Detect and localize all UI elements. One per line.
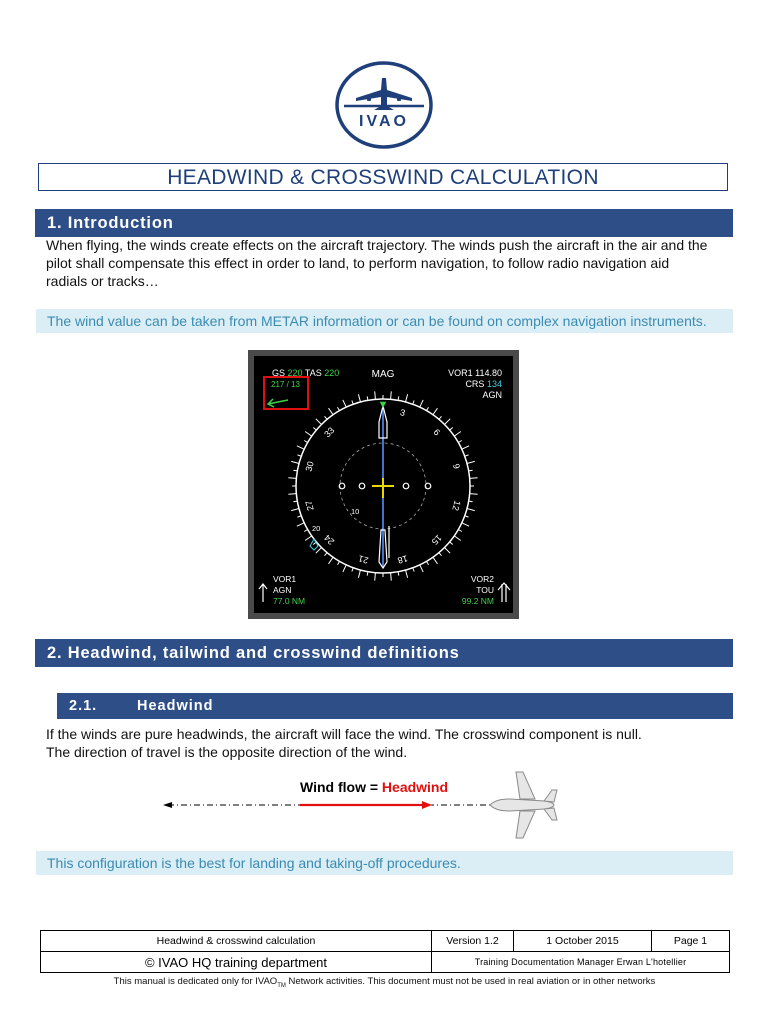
intro-paragraph (46, 236, 736, 290)
compass-tick (469, 470, 473, 471)
compass-tick (288, 494, 296, 495)
wind-flow-headwind: Headwind (381, 779, 449, 795)
vor1-bottom-label: VOR1 (273, 574, 297, 584)
footer (40, 930, 729, 973)
headwind-line-2: The direction of travel is the opposite direction of the wind. (46, 744, 408, 760)
note-wind-source: The wind value can be taken from METAR information or can be found on complex navigation instruments. (36, 309, 733, 333)
compass-tick (391, 573, 392, 581)
vor2-bottom-distance: 99.2 NM (461, 596, 494, 606)
compass-tick (398, 396, 399, 400)
headwind-paragraph (46, 725, 736, 761)
compass-heading-label: 27 (303, 499, 316, 512)
compass-heading-label: 12 (450, 499, 463, 512)
compass-heading-label: 24 (322, 532, 337, 547)
footer-copyright: © IVAO HQ training department (41, 952, 432, 973)
tas-value: 220 (324, 368, 340, 378)
disclaimer-tm: TM (277, 982, 286, 989)
headwind-line-1: If the winds are pure headwinds, the aircraft will face the wind. The crosswind component is null. (46, 726, 642, 742)
disclaimer-part-a: This manual is dedicated only for IVAO (113, 976, 278, 987)
headwind-diagram (150, 768, 570, 843)
compass-heading-label: 15 (429, 532, 444, 547)
compass-heading-label: 9 (450, 462, 462, 471)
vor1-id-top: AGN (482, 390, 502, 400)
svg-text:Wind flow = Headwind (300, 779, 448, 795)
compass-heading-label: 3 (398, 407, 407, 419)
headwind-arrowhead-icon (422, 801, 432, 809)
compass-heading-label: 18 (396, 553, 409, 566)
crs-value: 134 (486, 379, 502, 389)
compass-tick (293, 470, 297, 471)
footer-table (40, 930, 730, 973)
intro-line-3: radials or tracks… (46, 273, 159, 289)
wind-flow-label: Wind flow = (300, 779, 382, 795)
compass-tick (470, 478, 478, 479)
compass-tick (470, 494, 478, 495)
compass-tick (367, 572, 368, 576)
crs-label: CRS (465, 379, 485, 389)
subsection-heading-headwind (57, 693, 733, 719)
wind-value: 217 / 13 (271, 380, 300, 389)
mag-label: MAG (371, 369, 395, 380)
svg-text:CRS 134 (465, 379, 502, 389)
gs-label: GS (272, 368, 286, 378)
vor1-bottom-id: AGN (273, 585, 292, 595)
compass-tick (469, 501, 473, 502)
compass-heading-label: 30 (303, 460, 316, 473)
range-inner-label: 10 (351, 507, 360, 516)
section-heading-definitions: 2. Headwind, tailwind and crosswind definitions (35, 639, 733, 667)
gs-value: 220 (287, 368, 303, 378)
ivao-logo (334, 60, 434, 150)
compass-tick (293, 501, 297, 502)
wind-flow-arrowhead-icon (163, 802, 172, 808)
footer-version: Version 1.2 (432, 931, 514, 952)
navigation-display (248, 350, 519, 619)
compass-tick (367, 396, 368, 400)
compass-tick (375, 391, 376, 399)
footer-manager: Training Documentation Manager Erwan L'hotellier (432, 952, 730, 973)
footer-page: Page 1 (652, 931, 730, 952)
subsection-number: 2.1. (69, 698, 98, 714)
airplane-icon (490, 772, 557, 838)
vor2-bottom-id: TOU (476, 585, 494, 595)
footer-disclaimer (40, 976, 729, 989)
intro-line-2: pilot shall compensate this effect in order to land, to perform navigation, to follow radio navigation aid (46, 255, 670, 271)
logo-text: IVAO (359, 113, 409, 130)
footer-doc-name: Headwind & crosswind calculation (41, 931, 432, 952)
intro-line-1: When flying, the winds create effects on the aircraft trajectory. The winds push the aircraft in the air and the (46, 237, 708, 253)
vor1-freq: VOR1 114.80 (448, 368, 502, 378)
compass-tick (398, 572, 399, 576)
vor1-bottom-distance: 77.0 NM (273, 596, 306, 606)
compass-heading-label: 6 (431, 426, 443, 438)
footer-date: 1 October 2015 (514, 931, 652, 952)
vor2-bottom-label: VOR2 (470, 574, 494, 584)
section-heading-introduction: 1. Introduction (35, 209, 733, 237)
compass-heading-label: 33 (322, 425, 337, 440)
range-outer-label: 20 (312, 524, 321, 533)
compass-heading-label: 21 (357, 553, 370, 566)
compass-tick (375, 573, 376, 581)
subsection-title: Headwind (137, 698, 214, 714)
document-title: HEADWIND & CROSSWIND CALCULATION (38, 163, 728, 191)
compass-tick (288, 478, 296, 479)
course-marker: ▼ (377, 399, 389, 411)
note-best-configuration: This configuration is the best for landing and taking-off procedures. (36, 851, 733, 875)
compass-tick (391, 391, 392, 399)
tas-label: TAS (304, 368, 322, 378)
disclaimer-part-b: Network activities. This document must not be used in real aviation or in other networks (285, 976, 656, 987)
